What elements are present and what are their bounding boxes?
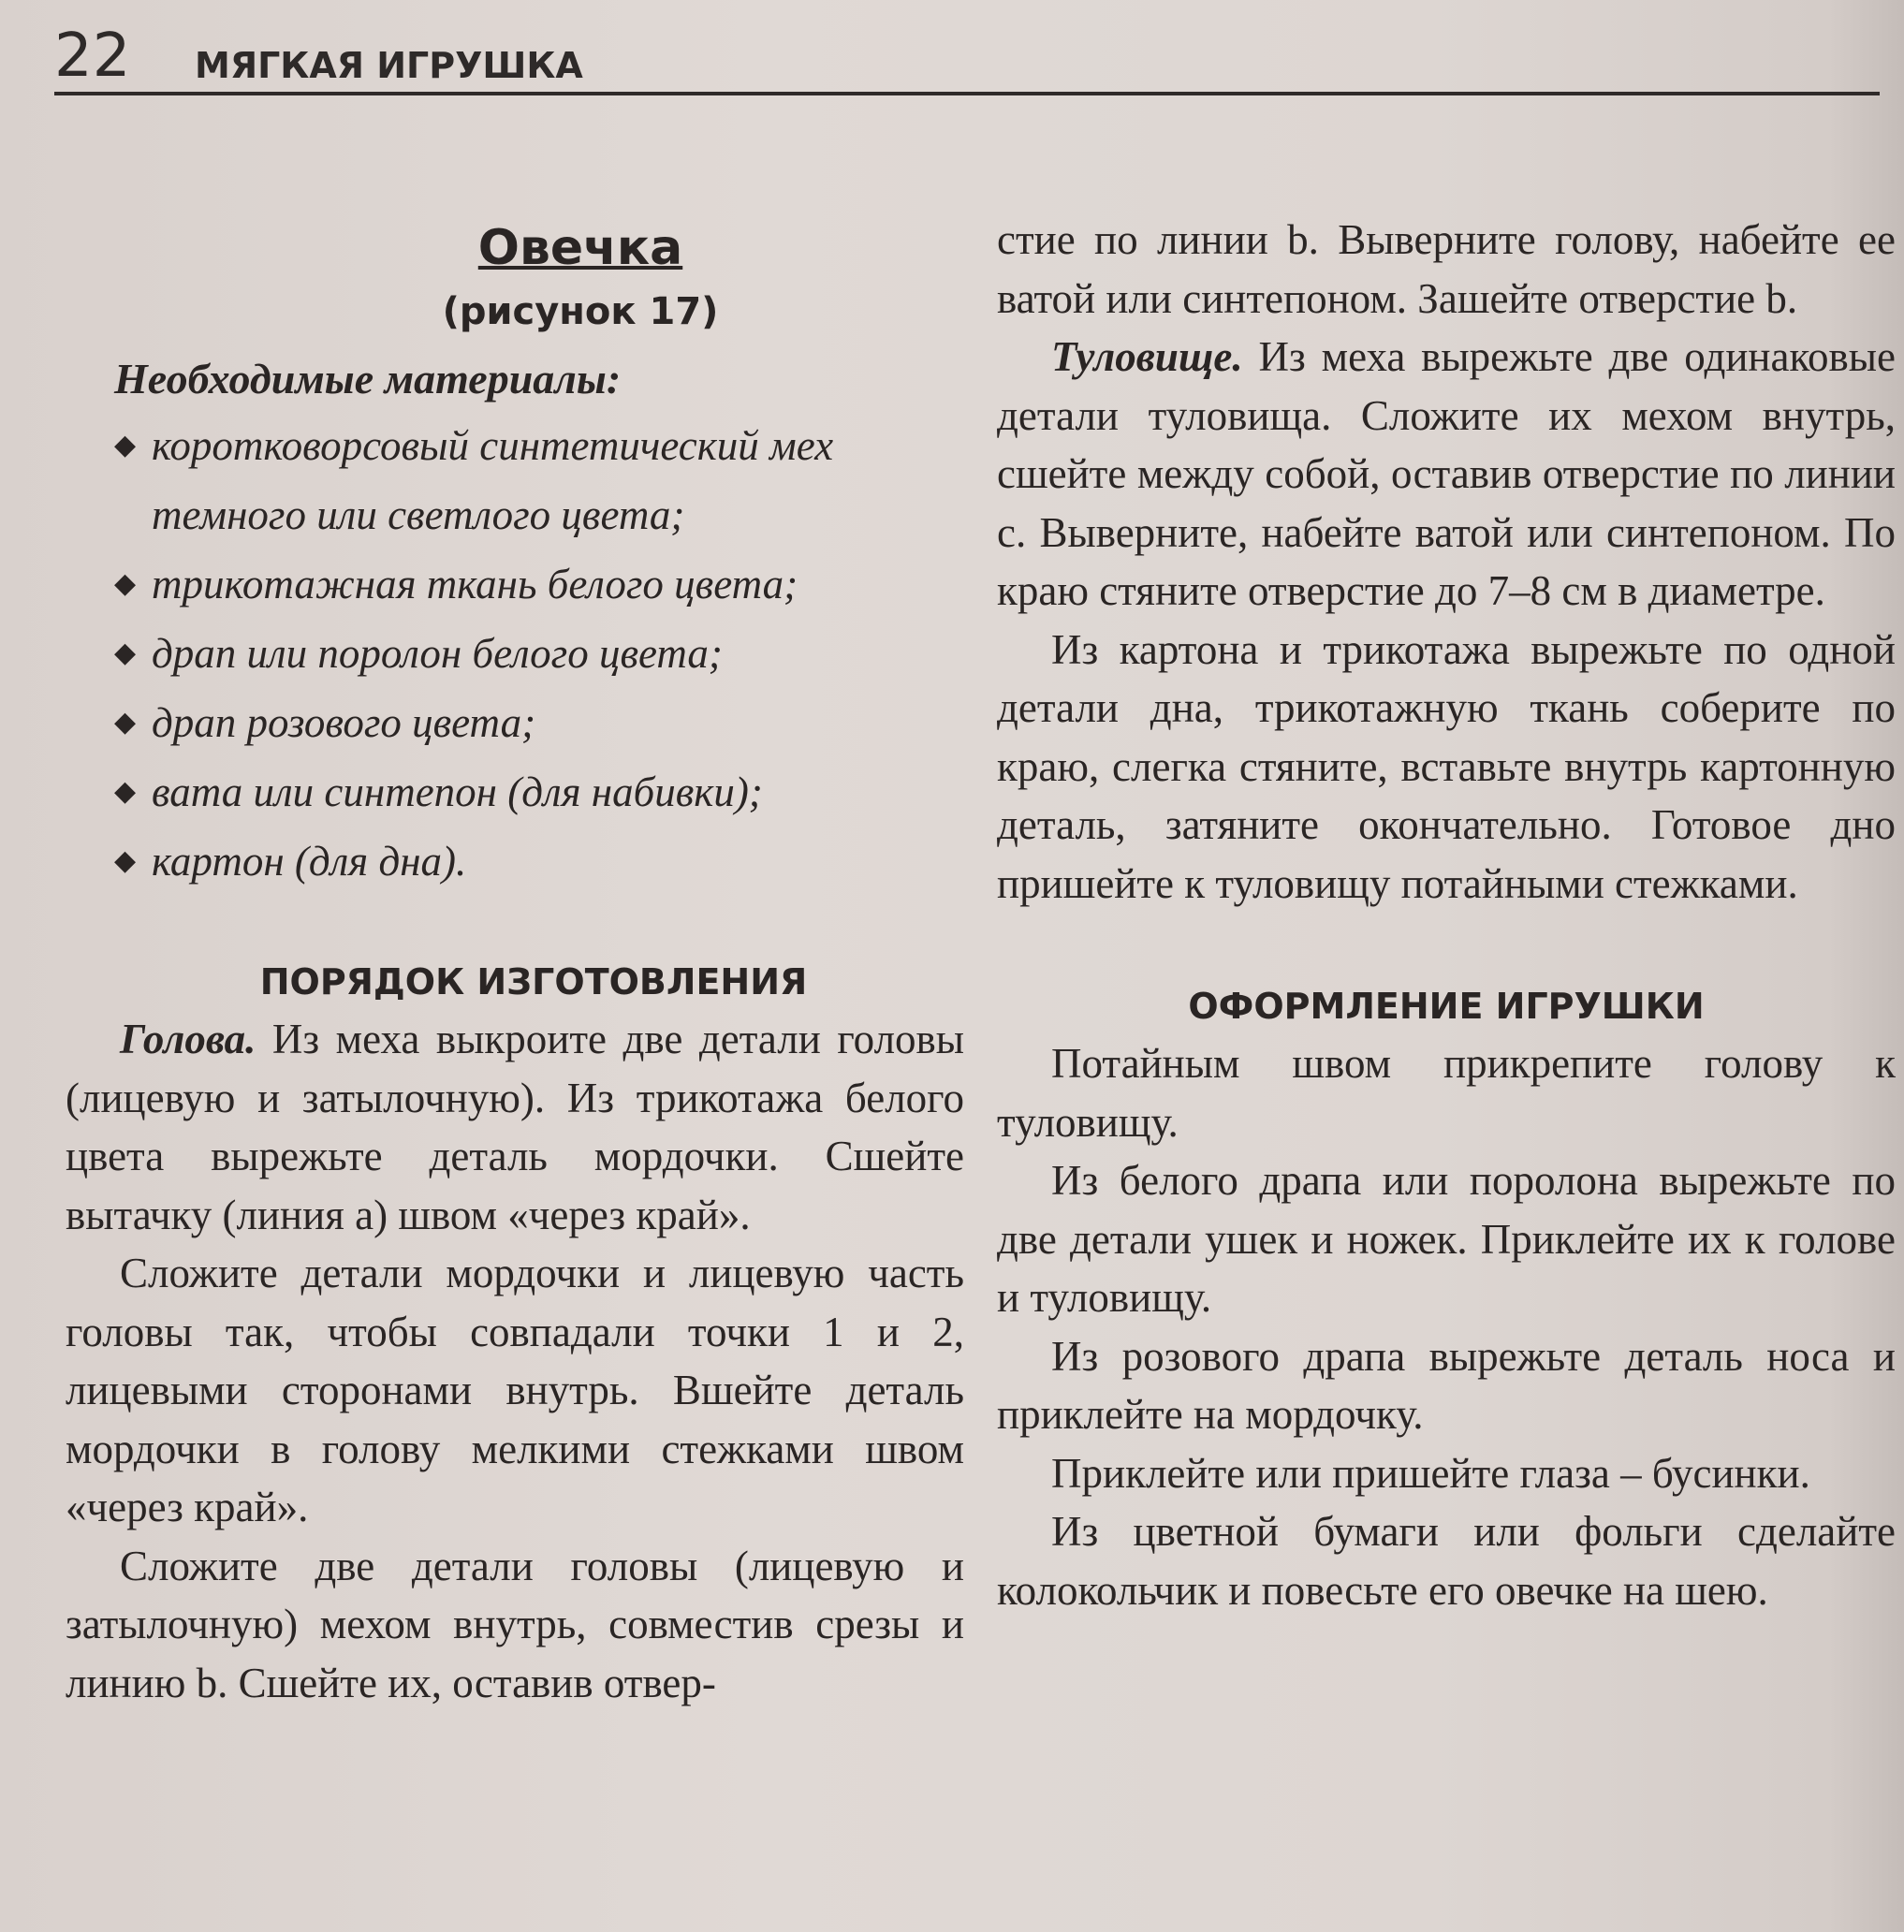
running-title: МЯГКАЯ ИГРУШКА xyxy=(195,45,583,86)
bullet-icon: ◆ xyxy=(114,568,137,599)
materials-item-text: вата или синтепон (для набивки); xyxy=(152,768,763,815)
run-in-label-body: Туловище. xyxy=(1051,333,1243,380)
paragraph-bell: Из цветной бумаги или фольги сделайте колокольчик и повесьте его овечке на шею. xyxy=(997,1508,1896,1614)
paragraph-bottom: Из картона и трикотажа вырежьте по одной детали дна, трикотажную ткань соберите по краю, слегка стяните, вставьте внутрь картонную деталь, затяните окончательно. Готовое дно пришейте к туловищу потайными стежками. xyxy=(997,625,1896,907)
article-title: Овечка xyxy=(477,220,683,276)
paragraph-fold-head-continued: стие по линии b. Выверните голову, набейте ее ватой или синтепоном. Зашейте отверстие b. xyxy=(997,216,1896,322)
paragraph-attach-head: Потайным швом прикрепите голову к туловищу. xyxy=(997,1040,1896,1146)
article-subtitle: (рисунок 17) xyxy=(442,290,719,333)
header-rule xyxy=(54,92,1880,95)
bullet-icon: ◆ xyxy=(114,776,137,807)
paragraph-text: Из меха выкроите две детали головы (лицевую и затылочную). Из трикотажа белого цвета вырежьте деталь мордочки. Сшейте вытачку (линия a) швом «через край». xyxy=(66,1016,965,1238)
materials-item xyxy=(114,549,964,619)
left-column xyxy=(66,211,964,1712)
materials-item-text: коротковорсовый синтетический мех темного или светлого цвета; xyxy=(152,422,834,538)
materials-list xyxy=(66,411,964,896)
page-number: 22 xyxy=(54,22,131,91)
bullet-icon: ◆ xyxy=(114,637,137,668)
paragraph-nose: Из розового драпа вырежьте деталь носа и приклейте на мордочку. xyxy=(997,1332,1896,1438)
materials-item-text: драп или поролон белого цвета; xyxy=(152,630,723,677)
bullet-icon: ◆ xyxy=(114,845,137,876)
materials-item-text: драп розового цвета; xyxy=(152,699,536,746)
materials-item xyxy=(114,757,964,827)
paragraph-fold-head: Сложите две детали головы (лицевую и затылочную) мехом внутрь, совместив срезы и линию b. Сшейте их, оставив отвер- xyxy=(66,1542,964,1706)
page-header xyxy=(54,21,1880,94)
materials-item xyxy=(114,827,964,896)
decoration-heading: ОФОРМЛЕНИЕ ИГРУШКИ xyxy=(1188,986,1705,1027)
materials-item xyxy=(114,411,964,549)
paragraph-body xyxy=(997,328,1896,621)
materials-item xyxy=(114,619,964,688)
materials-item xyxy=(114,688,964,757)
bullet-icon: ◆ xyxy=(114,707,137,738)
procedure-heading: ПОРЯДОК ИЗГОТОВЛЕНИЯ xyxy=(259,961,808,1003)
paragraph-ears-legs: Из белого драпа или поролона вырежьте по две детали ушек и ножек. Приклейте их к голове и туловищу. xyxy=(997,1157,1896,1321)
paragraph-eyes: Приклейте или пришейте глаза – бусинки. xyxy=(1051,1449,1810,1497)
right-column xyxy=(997,211,1896,1619)
paragraph-fold-muzzle: Сложите детали мордочки и лицевую часть головы так, чтобы совпадали точки 1 и 2, лицевыми сторонами внутрь. Вшейте деталь мордочки в голову мелкими стежками швом «через край». xyxy=(66,1250,964,1530)
paragraph-head xyxy=(66,1010,964,1244)
paragraph-text: Из меха вырежьте две одинаковые детали туловища. Сложите их мехом внутрь, сшейте между собой, оставив отверстие по линии c. Выверните, набейте ватой или синтепоном. По краю стяните отверстие до 7–8 см в диаметре. xyxy=(997,333,1897,614)
materials-heading: Необходимые материалы: xyxy=(114,355,622,402)
run-in-label-head: Голова. xyxy=(120,1016,256,1062)
materials-item-text: картон (для дна). xyxy=(152,838,467,885)
bullet-icon: ◆ xyxy=(114,430,137,461)
materials-item-text: трикотажная ткань белого цвета; xyxy=(152,561,798,607)
